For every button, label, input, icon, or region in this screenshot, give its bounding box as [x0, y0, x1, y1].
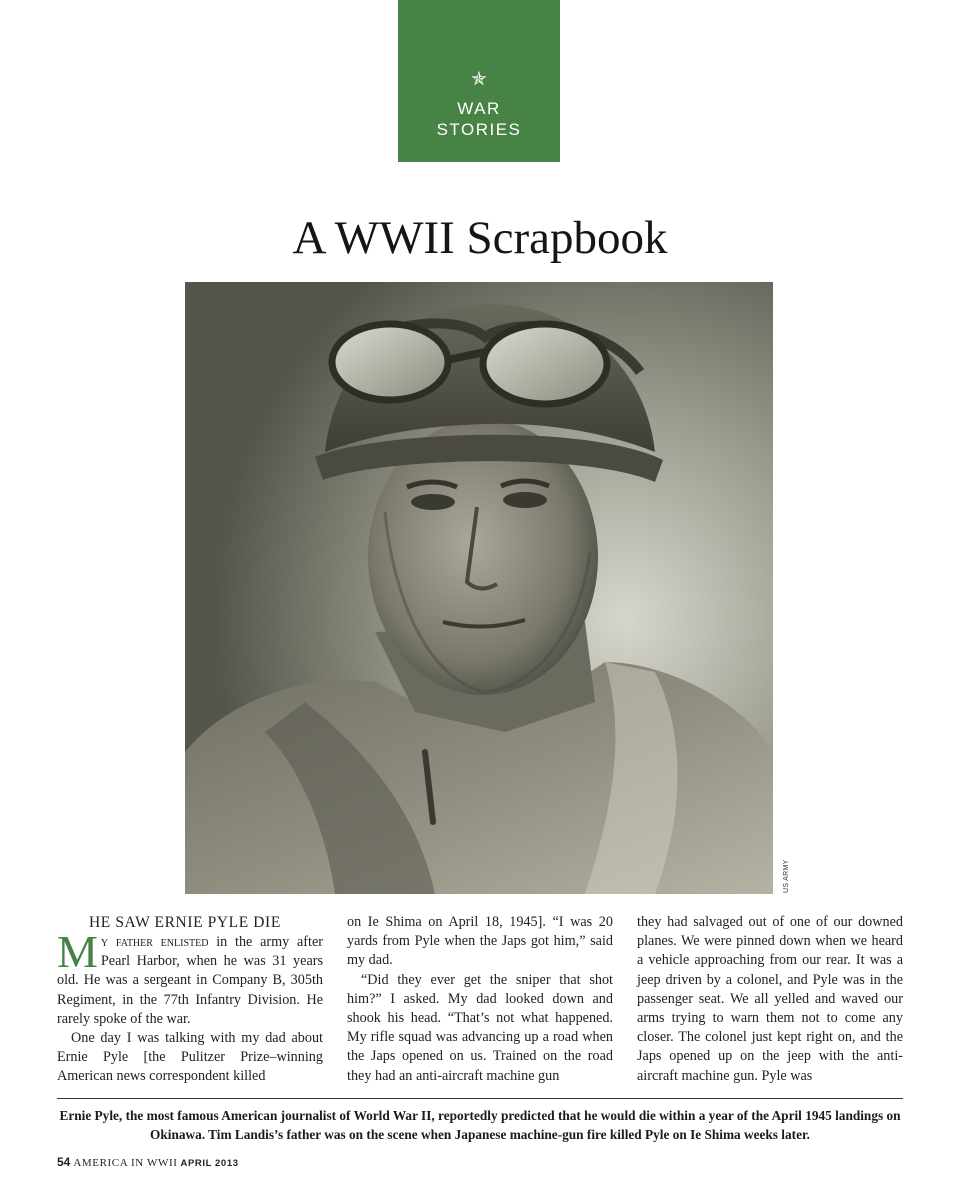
section-tab-war-stories — [398, 0, 560, 162]
article-column-2 — [347, 913, 613, 1086]
star-icon: ✯ — [471, 69, 487, 90]
paragraph-1-text: in the army after Pearl Harbor, when he was 31 years old. He was a sergeant in Company B, 305th Regiment, in the 77th Infantry Division. He rarely spoke of the war. — [57, 934, 323, 1027]
photo-caption: Ernie Pyle, the most famous American journalist of World War II, reportedly predicted that he would die within a year of the April 1945 landings on Okinawa. Tim Landis’s father was on the scene when Japanese machine-gun fire killed Pyle on Ie Shima weeks later. — [59, 1108, 901, 1142]
portrait-photo — [185, 282, 773, 894]
photo-credit: US ARMY — [783, 859, 790, 893]
article-paragraph-3: on Ie Shima on April 18, 1945]. “I was 20 yards from Pyle when the Japs got him,” said my dad. — [347, 914, 613, 969]
page-number: 54 — [57, 1155, 71, 1169]
article-paragraph-1 — [57, 926, 323, 1029]
article-heading: HE SAW ERNIE PYLE DIE — [89, 914, 281, 931]
section-tab-line-2: STORIES — [436, 120, 522, 139]
section-tab-line-1: WAR — [457, 99, 501, 118]
publication-name: AMERICA IN WWII — [73, 1157, 178, 1169]
issue-date: APRIL 2013 — [180, 1158, 239, 1169]
lead-in-small-caps: y father enlisted — [100, 934, 209, 950]
article-column-1 — [57, 913, 323, 1087]
caption-divider — [57, 1098, 903, 1099]
article-paragraph-4: “Did they ever get the sniper that shot him?” I asked. My dad looked down and shook his head. “That’s not what happened. My rifle squad was advancing up a road when the Japs opened on us. Trained on the road they had an anti-aircraft machine gun — [347, 971, 613, 1084]
portrait-illustration — [185, 282, 773, 894]
drop-cap: M — [57, 926, 98, 977]
article-column-3 — [637, 913, 903, 1086]
section-tab-label — [398, 98, 560, 140]
page-title: A WWII Scrapbook — [292, 212, 668, 264]
page-footer — [57, 1155, 239, 1169]
article-paragraph-2: One day I was talking with my dad about Ernie Pyle [the Pulitzer Prize–winning American news correspondent killed — [57, 1030, 323, 1085]
article-paragraph-5: they had salvaged out of one of our downed planes. We were pinned down when we heard a vehicle approaching from our rear. It was a jeep driven by a colonel, and Pyle was in the passenger seat. We all yelled and waved our arms trying to warn them not to come any closer. The colonel just kept right on, and the Japs opened up on the jeep with the anti-aircraft machine gun. Pyle was — [637, 914, 903, 1084]
